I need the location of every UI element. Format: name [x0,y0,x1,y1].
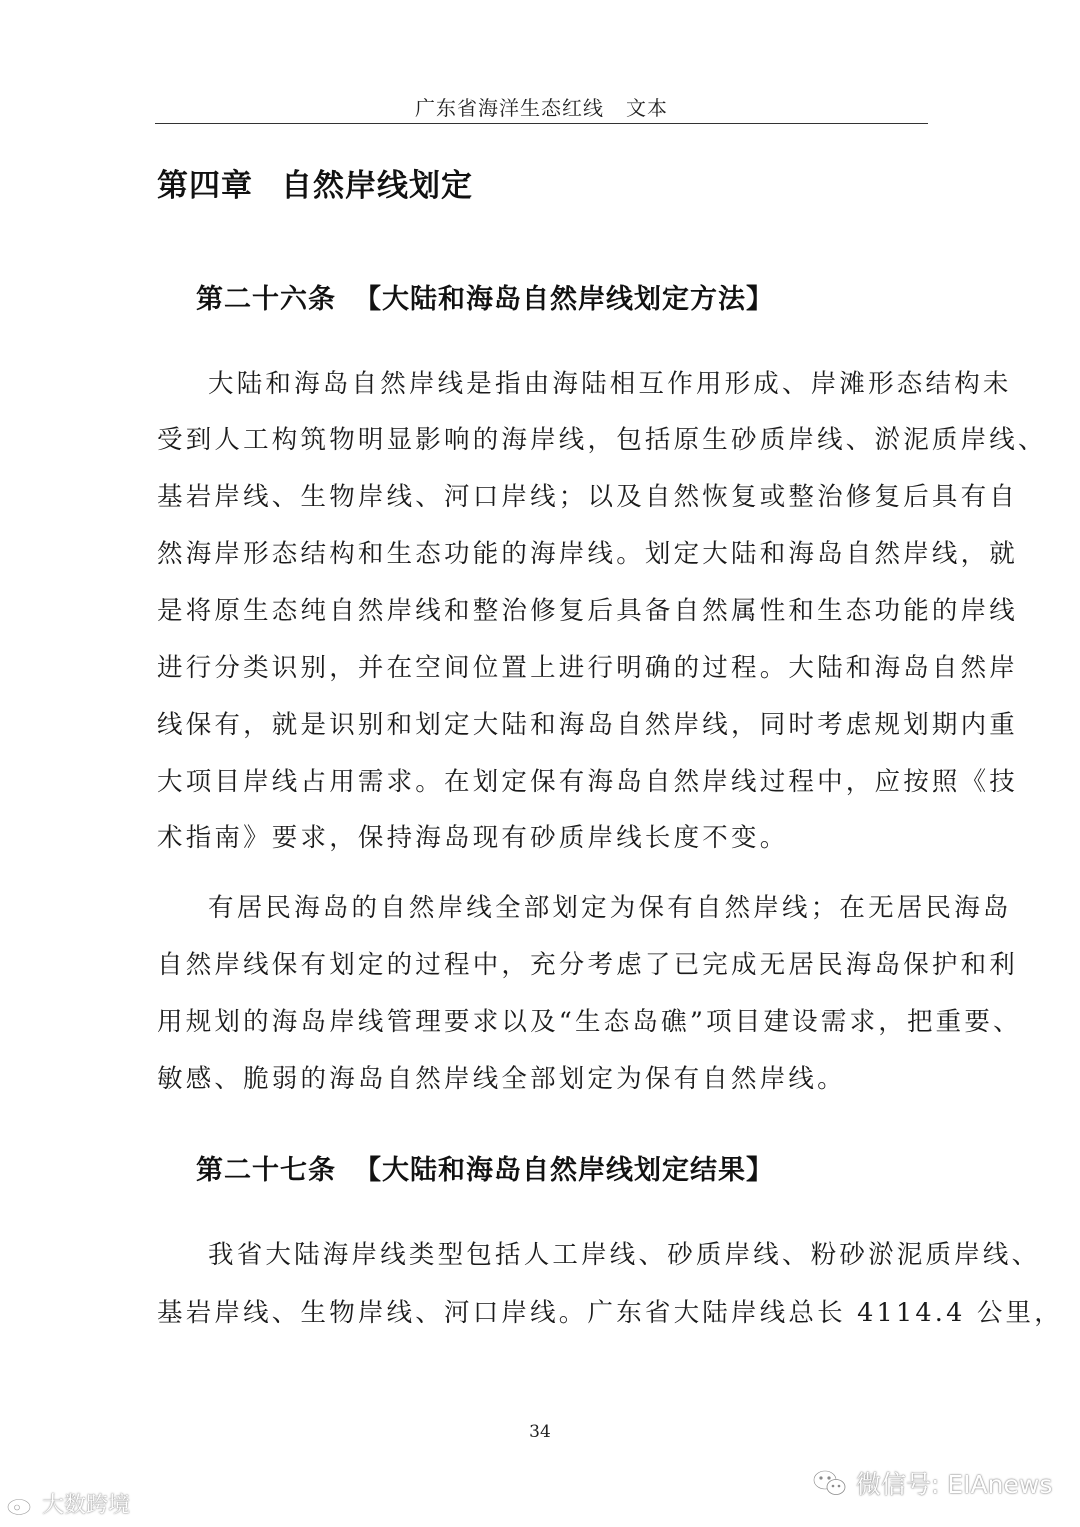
article-number: 第二十七条 [196,1155,336,1186]
paragraph-line: 然海岸形态结构和生态功能的海岸线。划定大陆和海岛自然岸线，就 [157,539,1019,569]
wechat-logo-icon [812,1468,848,1498]
article-title: 【大陆和海岛自然岸线划定结果】 [354,1155,774,1186]
watermark-left [6,1488,130,1519]
header-divider [155,123,928,124]
watermark-right-text: 微信号: EIAnews [856,1470,1053,1499]
watermark-left-text: 大数跨境 [42,1493,131,1518]
header-doc-title: 广东省海洋生态红线 [415,96,604,120]
paragraph-line: 进行分类识别，并在空间位置上进行明确的过程。大陆和海岛自然岸 [157,653,1019,683]
article-heading [196,277,774,316]
paragraph-line: 大项目岸线占用需求。在划定保有海岛自然岸线过程中，应按照《技 [157,767,1019,797]
paragraph-line: 线保有，就是识别和划定大陆和海岛自然岸线，同时考虑规划期内重 [157,710,1019,740]
article-title: 【大陆和海岛自然岸线划定方法】 [354,284,774,315]
article-heading [196,1148,774,1187]
paragraph-line: 自然岸线保有划定的过程中，充分考虑了已完成无居民海岛保护和利 [157,950,1019,980]
chapter-heading [157,160,473,205]
chapter-number: 第四章 [157,168,253,204]
paragraph-line: 敏感、脆弱的海岛自然岸线全部划定为保有自然岸线。 [157,1064,846,1094]
paragraph-line: 用规划的海岛岸线管理要求以及“生态岛礁”项目建设需求，把重要、 [157,1007,1022,1037]
article-number: 第二十六条 [196,284,336,315]
running-header [155,92,928,122]
paragraph-line: 大陆和海岛自然岸线是指由海陆相互作用形成、岸滩形态结构未 [208,369,1012,399]
paragraph-line: 受到人工构筑物明显影响的海岸线，包括原生砂质岸线、淤泥质岸线、 [157,425,1047,455]
page-number: 34 [529,1422,551,1442]
watermark-right [812,1465,1052,1501]
paragraph-line: 基岩岸线、生物岸线、河口岸线；以及自然恢复或整治修复后具有自 [157,482,1019,512]
paragraph-line: 是将原生态纯自然岸线和整治修复后具备自然属性和生态功能的岸线 [157,596,1019,626]
paragraph-line: 我省大陆海岸线类型包括人工岸线、砂质岸线、粉砂淤泥质岸线、 [208,1240,1041,1270]
weibo-logo-icon [6,1492,38,1516]
paragraph-line: 基岩岸线、生物岸线、河口岸线。广东省大陆岸线总长 4114.4 公里， [157,1298,1063,1328]
chapter-title: 自然岸线划定 [281,168,473,204]
paragraph-line: 术指南》要求，保持海岛现有砂质岸线长度不变。 [157,823,789,853]
header-doc-type: 文本 [626,96,668,120]
paragraph-line: 有居民海岛的自然岸线全部划定为保有自然岸线；在无居民海岛 [208,893,1012,923]
